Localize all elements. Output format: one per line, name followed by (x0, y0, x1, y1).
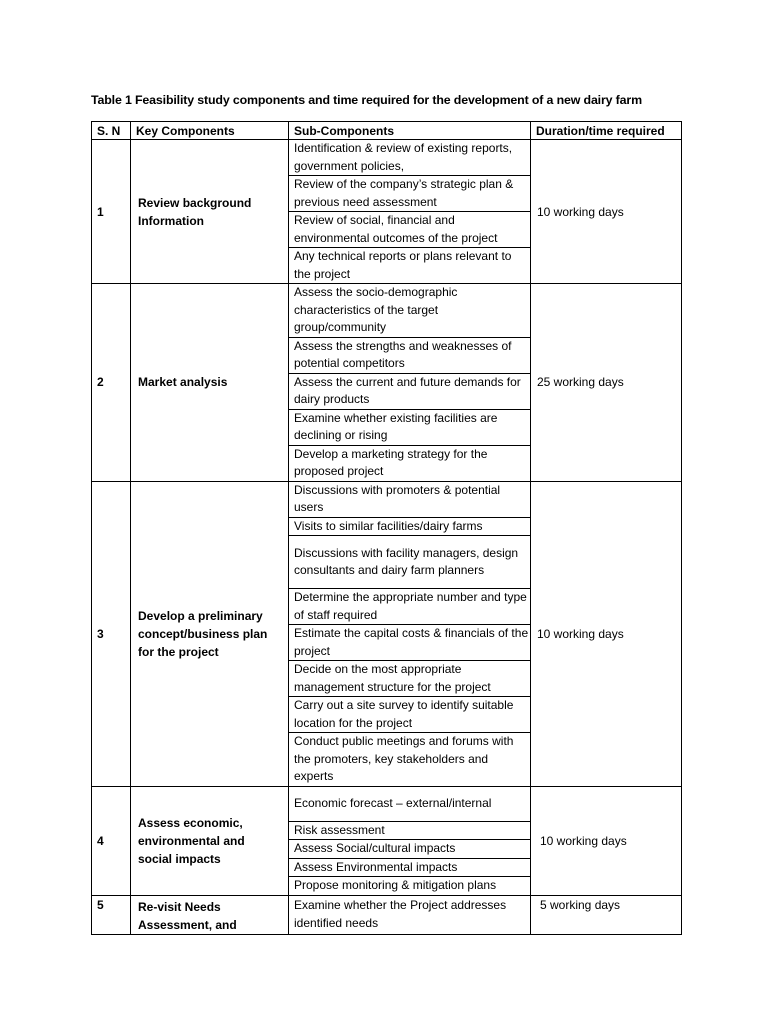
sub-component: Discussions with promoters & potential users (289, 481, 531, 517)
header-sub-components: Sub-Components (289, 122, 531, 140)
header-key-components: Key Components (131, 122, 289, 140)
header-sn: S. N (92, 122, 131, 140)
table-caption: Table 1 Feasibility study components and time required for the development of a new dairy farm (91, 93, 642, 107)
sub-component: Develop a marketing strategy for the proposed project (289, 445, 531, 481)
row-sn: 2 (92, 284, 131, 482)
sub-component: Risk assessment (289, 821, 531, 840)
row-key-component: Re-visit Needs Assessment, and (131, 895, 289, 934)
header-row (92, 122, 682, 140)
sub-component: Determine the appropriate number and type of staff required (289, 589, 531, 625)
row-sn: 4 (92, 786, 131, 895)
sub-component: Discussions with facility managers, design consultants and dairy farm planners (289, 536, 531, 589)
sub-component: Propose monitoring & mitigation plans (289, 877, 531, 896)
sub-component: Carry out a site survey to identify suitable location for the project (289, 697, 531, 733)
sub-component: Assess the current and future demands for dairy products (289, 373, 531, 409)
row-duration: 5 working days (531, 895, 682, 934)
sub-component: Assess Social/cultural impacts (289, 840, 531, 859)
sub-component: Any technical reports or plans relevant to the project (289, 248, 531, 284)
table-row (92, 284, 682, 338)
sub-component: Estimate the capital costs & financials of the project (289, 625, 531, 661)
row-duration: 10 working days (531, 786, 682, 895)
sub-component: Examine whether existing facilities are declining or rising (289, 409, 531, 445)
table-row (92, 481, 682, 517)
row-key-component: Assess economic, environmental and social impacts (131, 786, 289, 895)
table-row (92, 140, 682, 176)
sub-component: Visits to similar facilities/dairy farms (289, 517, 531, 536)
row-key-component: Market analysis (131, 284, 289, 482)
row-sn: 5 (92, 895, 131, 934)
table-row (92, 786, 682, 821)
sub-component: Economic forecast – external/internal (289, 786, 531, 821)
sub-component: Conduct public meetings and forums with the promoters, key stakeholders and experts (289, 733, 531, 787)
sub-component: Review of social, financial and environmental outcomes of the project (289, 212, 531, 248)
row-sn: 3 (92, 481, 131, 786)
sub-component: Assess the socio-demographic characteristics of the target group/community (289, 284, 531, 338)
table-row (92, 895, 682, 934)
row-duration: 25 working days (531, 284, 682, 482)
sub-component: Examine whether the Project addresses identified needs (289, 895, 531, 934)
row-duration: 10 working days (531, 140, 682, 284)
row-key-component: Review background Information (131, 140, 289, 284)
sub-component: Identification & review of existing reports, government policies, (289, 140, 531, 176)
header-duration: Duration/time required (531, 122, 682, 140)
sub-component: Assess Environmental impacts (289, 858, 531, 877)
sub-component: Decide on the most appropriate management structure for the project (289, 661, 531, 697)
feasibility-table (91, 121, 682, 935)
row-key-component: Develop a preliminary concept/business plan for the project (131, 481, 289, 786)
sub-component: Assess the strengths and weaknesses of potential competitors (289, 337, 531, 373)
row-duration: 10 working days (531, 481, 682, 786)
sub-component: Review of the company’s strategic plan & previous need assessment (289, 176, 531, 212)
row-sn: 1 (92, 140, 131, 284)
